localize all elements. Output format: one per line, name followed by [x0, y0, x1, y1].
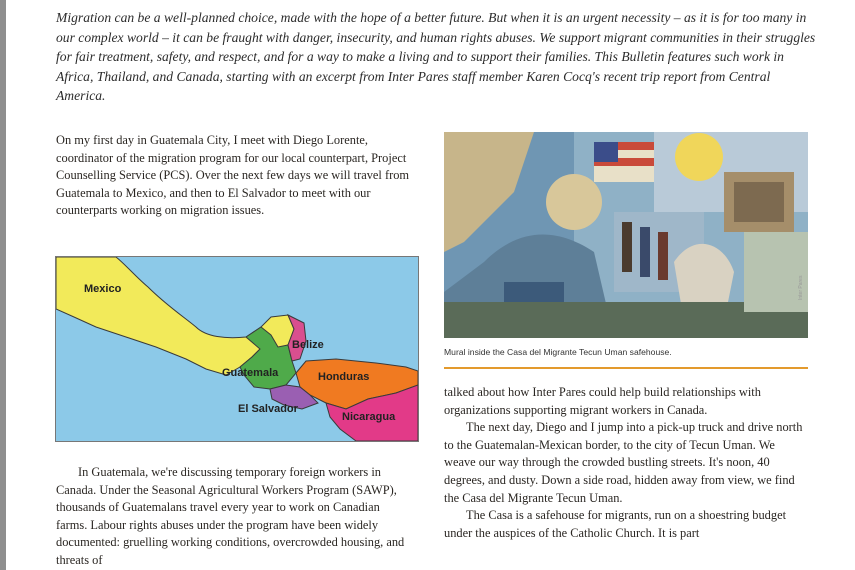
map-label-mexico: Mexico	[84, 283, 122, 295]
mural-image	[444, 132, 808, 338]
column1-paragraph-2: In Guatemala, we're discussing temporary foreign workers in Canada. Under the Seasonal Agricultural Workers Program (SAWP), thousands of Guatemalans travel every year to work on Canadian farms. Labour rights abuses under the program have been widely documented: gruelling working conditions, overcrowded housing, and threats of	[56, 465, 405, 567]
column2-paragraph-1: talked about how Inter Pares could help build relationships with organizations supporting migrant workers in Canada.	[444, 385, 761, 417]
column2-paragraph-2: The next day, Diego and I jump into a pick-up truck and drive north to the Guatemalan-Mexican border, to the city of Tecun Uman. We weave our way through the crowded bustling streets. It's noon, 40 degrees, and dusty. Down a side road, hidden away from view, we find the Casa del Migrante Tecun Uman.	[444, 420, 803, 505]
photo-credit: Inter Pares	[798, 275, 804, 300]
map-label-el-salvador: El Salvador	[238, 403, 298, 415]
photo-caption: Mural inside the Casa del Migrante Tecun Uman safehouse.	[444, 347, 672, 357]
map-label-nicaragua: Nicaragua	[342, 411, 396, 423]
intro-paragraph: Migration can be a well-planned choice, made with the hope of a better future. But when it is an urgent necessity – as it is for too many in our complex world – it can be fraught with danger, insecurity, and human rights abuses. We support migrant communities in their struggles for fair treatment, safety, and respect, and for a way to make a living and to support their families. This Bulletin features such work in Africa, Thailand, and Canada, starting with an excerpt from Inter Pares staff member Karen Cocq's recent trip report from Central America.	[56, 10, 816, 104]
map-label-guatemala: Guatemala	[222, 367, 279, 379]
central-america-map	[55, 256, 419, 442]
column2-paragraph-3: The Casa is a safehouse for migrants, run on a shoestring budget under the auspices of the Catholic Church. It is part	[444, 508, 787, 540]
mural-photo	[444, 132, 808, 338]
map-label-honduras: Honduras	[318, 371, 370, 383]
column2-text	[444, 384, 808, 542]
column1-paragraph-1: On my first day in Guatemala City, I meet with Diego Lorente, coordinator of the migration program for our local counterpart, Project Counselling Service (PCS). Over the next few days we will travel from Guatemala to Mexico, and then to El Salvador to meet with our counterparts working on migration issues.	[56, 133, 410, 218]
page-edge-bar	[0, 0, 6, 570]
accent-rule	[444, 367, 808, 369]
map-label-belize: Belize	[292, 339, 324, 351]
